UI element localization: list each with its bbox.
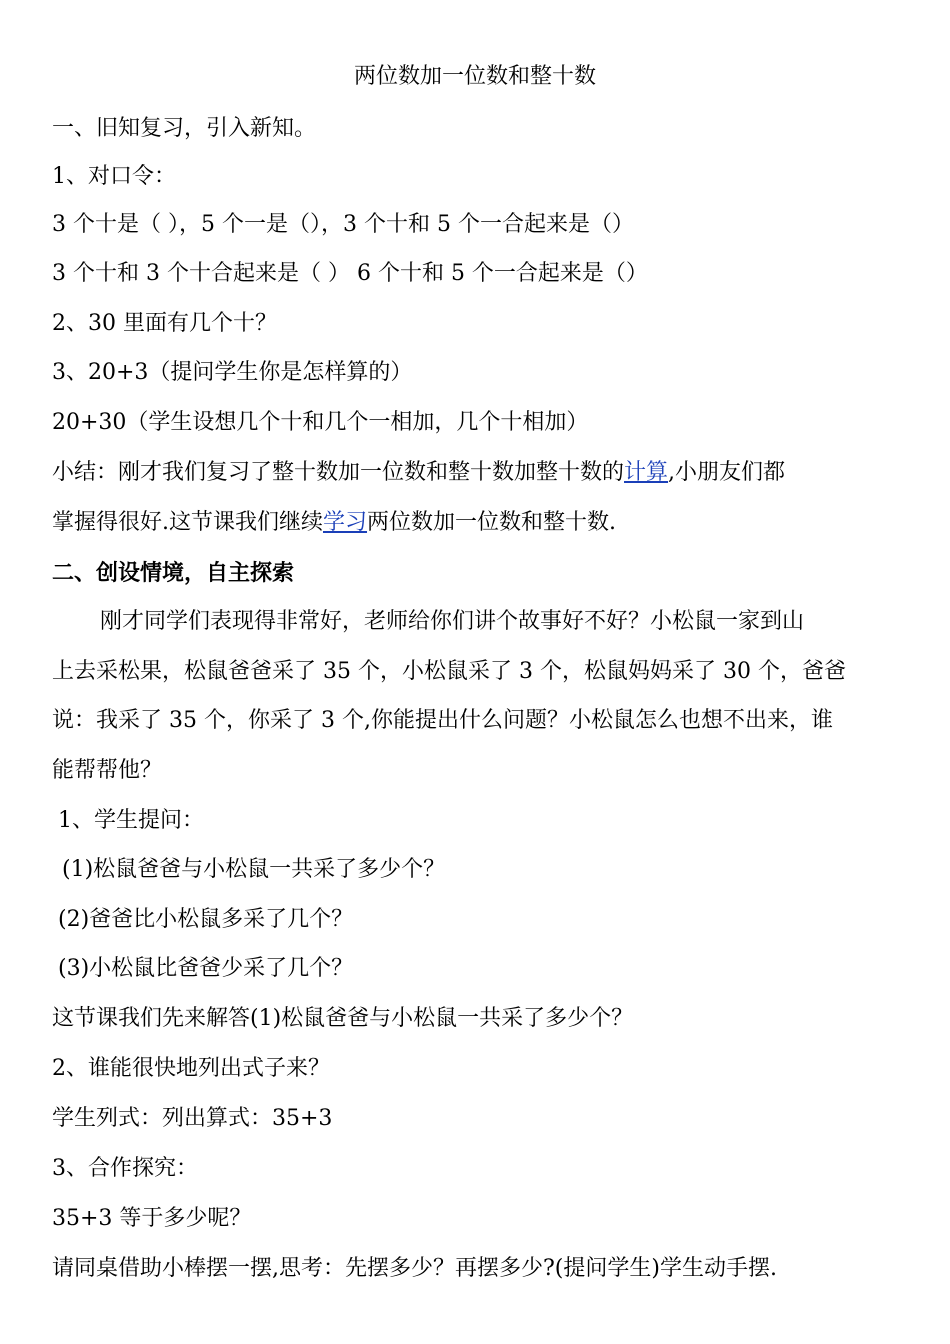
question-2: (2)爸爸比小松鼠多采了几个？ xyxy=(58,907,354,932)
story-para-line-3: 说：我采了 35 个，你采了 3 个,你能提出什么问题？小松鼠怎么也想不出来，谁 xyxy=(52,708,833,733)
section1-line-c: 20+30（学生设想几个十和几个一相加，几个十相加） xyxy=(52,410,589,435)
section2-item3: 3、合作探究： xyxy=(52,1156,198,1181)
section1-line-b: 3 个十和 3 个十合起来是（ ） 6 个十和 5 个一合起来是（） xyxy=(52,261,648,286)
summary-line-2 xyxy=(52,508,616,538)
question-1: (1)松鼠爸爸与小松鼠一共采了多少个？ xyxy=(62,857,446,882)
link-calculation[interactable]: 计算 xyxy=(624,460,669,485)
page-title: 两位数加一位数和整十数 xyxy=(353,64,596,89)
section1-item2: 2、30 里面有几个十？ xyxy=(52,311,277,336)
story-para-line-2: 上去采松果，松鼠爸爸采了 35 个，小松鼠采了 3 个，松鼠妈妈采了 30 个，爸爸 xyxy=(52,659,846,684)
question-3: (3)小松鼠比爸爸少采了几个？ xyxy=(58,956,354,981)
answer-intro: 这节课我们先来解答(1)松鼠爸爸与小松鼠一共采了多少个？ xyxy=(52,1006,634,1031)
section1-heading: 一、旧知复习，引入新知。 xyxy=(52,116,317,141)
summary2-text-post: 两位数加一位数和整十数. xyxy=(367,510,617,535)
summary2-text-pre: 掌握得很好.这节课我们继续 xyxy=(52,510,323,535)
section2-heading: 二、创设情境，自主探索 xyxy=(52,560,295,586)
section1-item3: 3、20+3（提问学生你是怎样算的） xyxy=(52,360,413,385)
link-study[interactable]: 学习 xyxy=(323,510,368,535)
summary-text-post: ,小朋友们都 xyxy=(668,460,786,485)
student-formula: 学生列式：列出算式：35+3 xyxy=(52,1106,333,1131)
summary-text-pre: 小结：刚才我们复习了整十数加一位数和整十数加整十数的 xyxy=(52,460,625,485)
story-para-line-4: 能帮帮他？ xyxy=(52,758,163,783)
section1-item1: 1、对口令： xyxy=(52,164,176,189)
section2-item1: 1、学生提问： xyxy=(58,808,204,833)
sum-question: 35+3 等于多少呢？ xyxy=(52,1206,252,1231)
section2-item2: 2、谁能很快地列出式子来？ xyxy=(52,1056,330,1081)
story-para-line-1: 刚才同学们表现得非常好，老师给你们讲个故事好不好？小松鼠一家到山 xyxy=(100,609,805,634)
section1-line-a: 3 个十是（ ），5 个一是（），3 个十和 5 个一合起来是（） xyxy=(52,212,634,237)
summary-line-1 xyxy=(52,458,785,488)
instruction-line: 请同桌借助小棒摆一摆,思考：先摆多少？再摆多少?(提问学生)学生动手摆. xyxy=(52,1256,777,1281)
